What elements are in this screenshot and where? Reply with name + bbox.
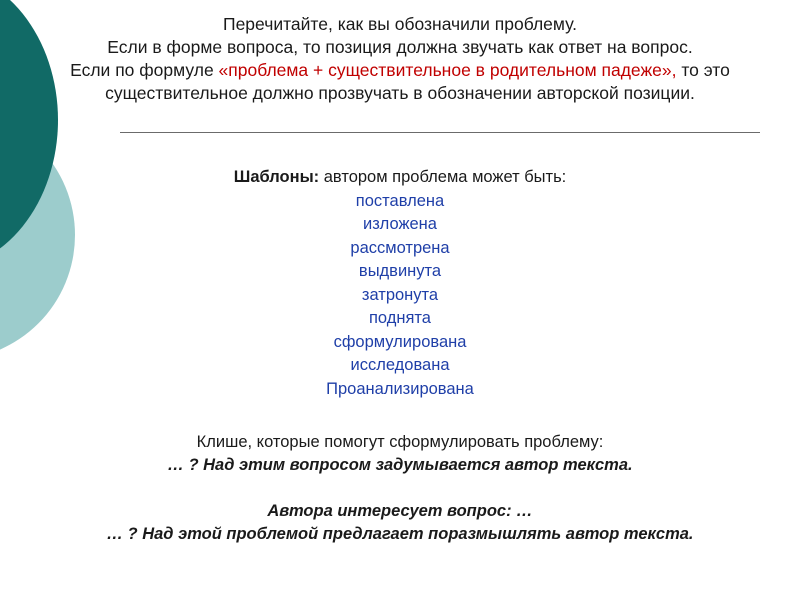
intro-line-2: Если в форме вопроса, то позиция должна звучать как ответ на вопрос. [107,37,693,57]
intro-line-3-start: Если по формуле [70,60,219,80]
templates-label: Шаблоны: [233,168,320,186]
template-word: изложена [363,215,437,233]
cliche-phrase-1: … ? Над этим вопросом задумывается автор текста. [167,456,633,474]
intro-line-3-end: то это [676,60,730,80]
template-word: рассмотрена [350,238,450,257]
divider-line [120,132,760,133]
template-word: затронута [361,285,439,304]
intro-text [0,13,800,105]
cliche-phrase-2: Автора интересует вопрос: … [267,502,533,520]
template-word: поднята [369,309,431,327]
templates-label-rest: автором проблема может быть: [319,168,567,186]
intro-line-1: Перечитайте, как вы обозначили проблему. [223,14,577,34]
template-word: поставлена [355,191,445,210]
template-word: исследована [350,356,450,374]
templates-section [0,166,800,401]
templates-word-list [0,190,800,402]
template-word: выдвинута [358,262,442,280]
intro-line-3 [0,59,800,82]
intro-line-4: существительное должно прозвучать в обозначении авторской позиции. [105,83,695,103]
template-word: Проанализирована [326,379,474,398]
template-word: сформулирована [333,332,467,351]
cliche-phrase-3: … ? Над этой проблемой предлагает поразмышлять автор текста. [106,525,694,543]
formula-highlight: «проблема + существительное в родительном падеже», [218,60,677,80]
cliche-heading: Клише, которые помогут сформулировать проблему: [196,433,604,451]
cliche-section [0,431,800,546]
templates-heading [0,166,800,190]
cliche-spacer [0,477,800,500]
